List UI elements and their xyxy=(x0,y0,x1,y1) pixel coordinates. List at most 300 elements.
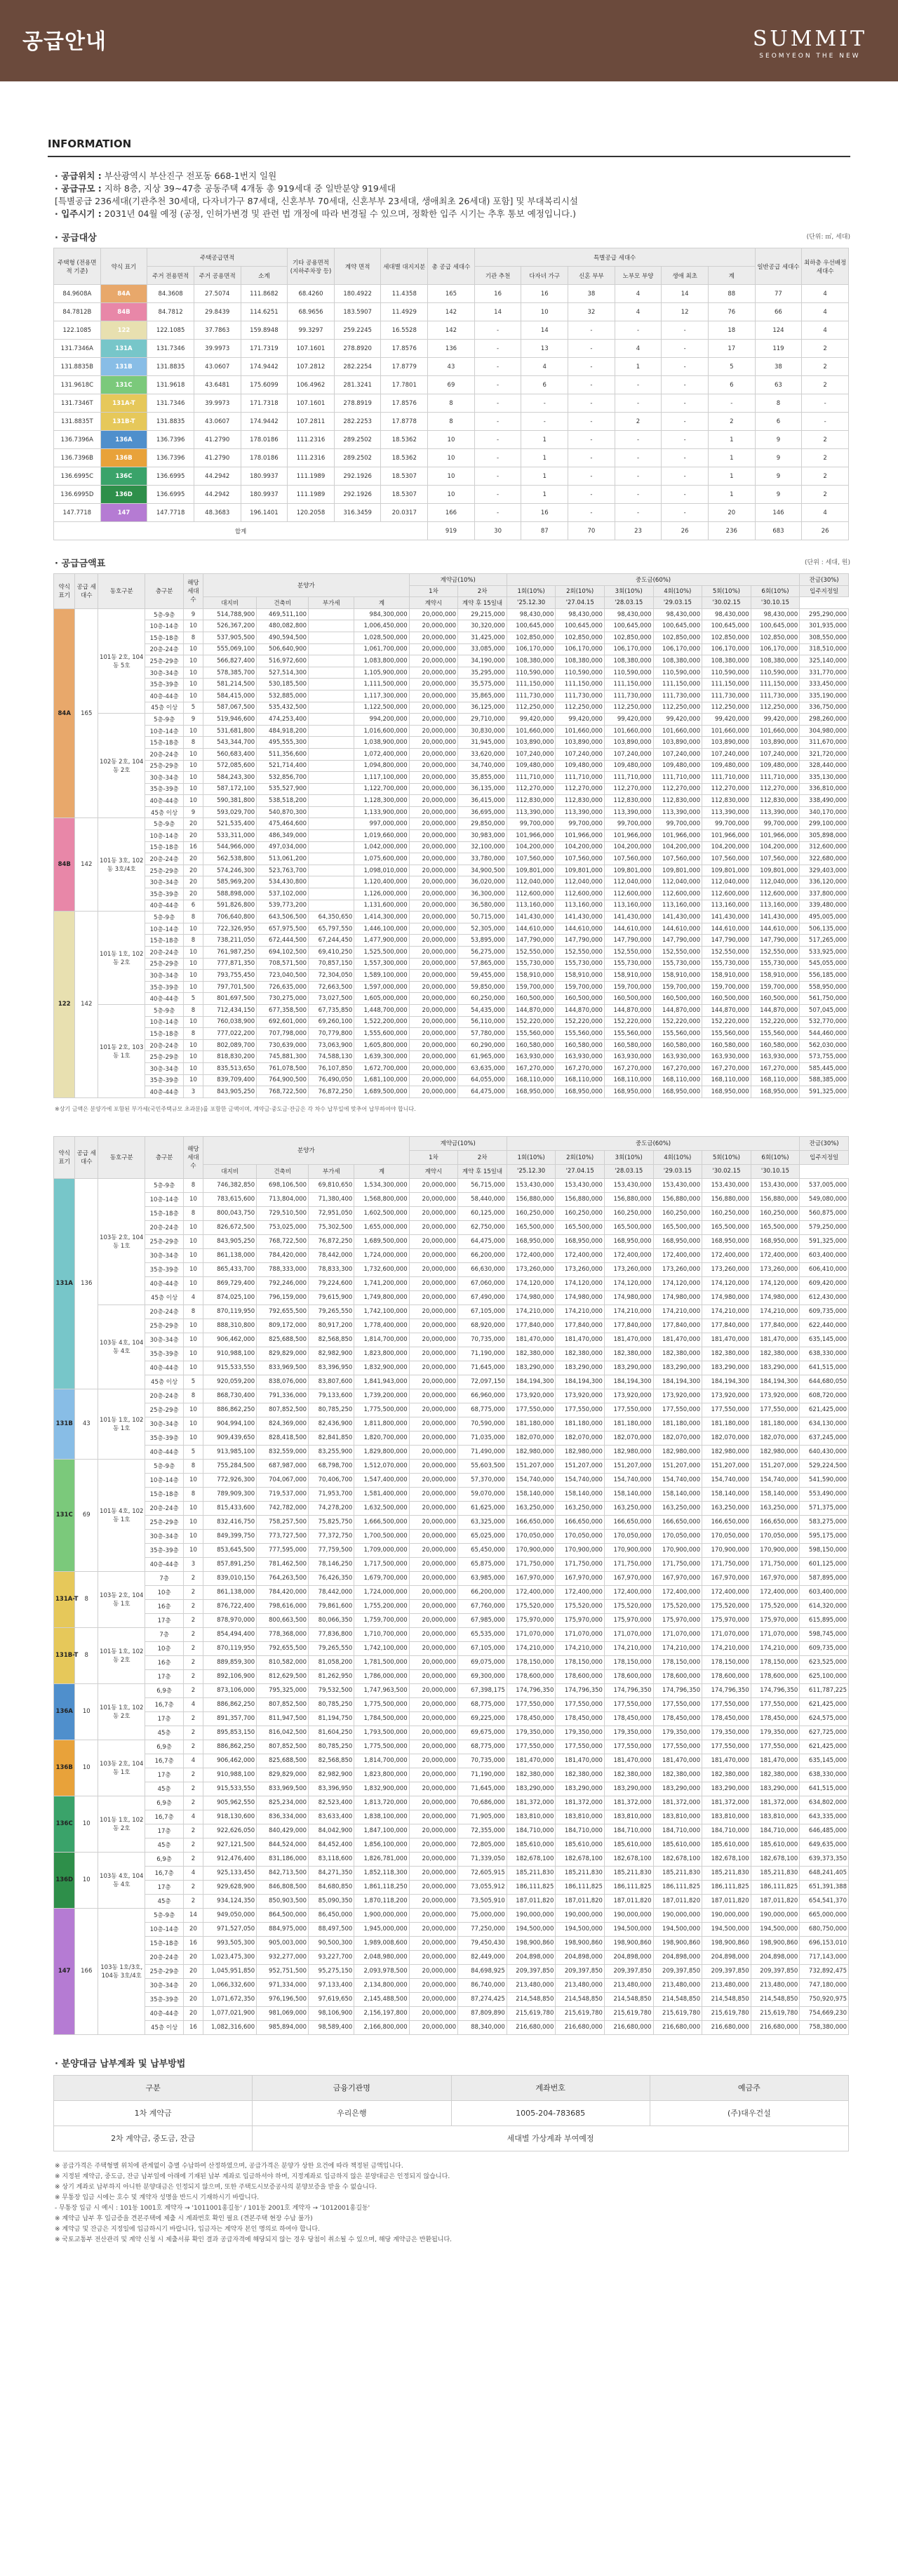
table-cell: 8 xyxy=(183,912,203,923)
table-cell: 571,375,000 xyxy=(800,1501,849,1515)
table-cell: 289.2502 xyxy=(334,449,381,467)
table-cell: 1,534,300,000 xyxy=(354,1178,409,1192)
column-header: 잔금(30%) xyxy=(800,574,849,586)
table-cell: 8 xyxy=(183,1487,203,1501)
table-cell: 16 xyxy=(521,285,568,303)
table-cell: 60,125,000 xyxy=(458,1206,507,1220)
table-cell: 165,500,000 xyxy=(702,1220,751,1234)
table-cell: 76,426,350 xyxy=(309,1571,354,1585)
table-cell: 308,550,000 xyxy=(800,632,849,643)
dong-label: 103동 2호, 104동 1호 xyxy=(98,1740,145,1796)
table-row xyxy=(54,1290,849,1304)
table-row xyxy=(54,1417,849,1431)
table-cell: - xyxy=(662,376,709,394)
table-cell: 17층 xyxy=(145,1824,183,1838)
table-cell: 112,270,000 xyxy=(507,783,556,795)
table-cell: 807,852,500 xyxy=(257,1697,309,1711)
table-cell: 84,271,350 xyxy=(309,1866,354,1880)
table-cell: 312,600,000 xyxy=(800,841,849,853)
dong-label: 103동 4호, 104동 4호 xyxy=(98,1304,145,1389)
table-cell: 41.2790 xyxy=(194,449,241,467)
table-cell: 177,550,000 xyxy=(507,1740,556,1754)
table-cell: 1,038,900,000 xyxy=(354,737,409,749)
table-cell xyxy=(309,725,354,737)
footnote-line: ※ 계약금 및 잔금은 지정일에 입금하시기 바랍니다, 입금자는 계약자 본인 명의로 하여야 합니다. xyxy=(55,2225,320,2233)
column-header: 분양가 xyxy=(203,574,410,597)
table-cell: 160,250,000 xyxy=(751,1206,800,1220)
table-cell: 183,810,000 xyxy=(507,1810,556,1824)
table-cell: 177,550,000 xyxy=(507,1697,556,1711)
table-cell: 17층 xyxy=(145,1613,183,1627)
table-cell: 103,890,000 xyxy=(702,737,751,749)
table-row xyxy=(54,1585,849,1599)
table-cell: 20,000,000 xyxy=(409,1389,458,1403)
table-cell: 20,000,000 xyxy=(409,1908,458,1922)
table-cell: 824,369,000 xyxy=(257,1417,309,1431)
table-cell: 15층-18층 xyxy=(145,1206,183,1220)
table-cell: 144,870,000 xyxy=(702,1004,751,1016)
table-cell: 20,000,000 xyxy=(409,1206,458,1220)
table-cell xyxy=(309,806,354,818)
table-cell: 113,390,000 xyxy=(653,806,702,818)
dong-label: 101동 1호, 102동 2호 xyxy=(98,912,145,1005)
table-cell: 1,061,700,000 xyxy=(354,643,409,655)
table-cell: 1,709,000,000 xyxy=(354,1543,409,1557)
table-cell: 556,185,000 xyxy=(800,970,849,982)
table-cell: 172,400,000 xyxy=(653,1585,702,1599)
table-row xyxy=(54,1711,849,1726)
table-cell: 20,000,000 xyxy=(409,830,458,842)
table-cell: 20,000,000 xyxy=(409,1768,458,1782)
table-cell: 153,430,000 xyxy=(751,1178,800,1192)
table-cell: 74,278,200 xyxy=(309,1501,354,1515)
table-row xyxy=(54,1473,849,1487)
table-cell: 5층-9층 xyxy=(145,1004,183,1016)
table-cell xyxy=(309,900,354,912)
table-cell: 178,150,000 xyxy=(751,1655,800,1669)
table-cell: - xyxy=(568,504,615,522)
table-cell: 194,500,000 xyxy=(507,1922,556,1936)
table-cell: 6 xyxy=(755,413,802,431)
table-cell: 839,709,400 xyxy=(203,1074,257,1086)
column-header: '30.10.15 xyxy=(751,1164,800,1178)
table-cell: 835,513,650 xyxy=(203,1062,257,1074)
table-cell: 10 xyxy=(183,1234,203,1248)
table-cell xyxy=(309,888,354,900)
table-cell: 178,600,000 xyxy=(702,1669,751,1683)
table-cell: 65,450,000 xyxy=(458,1543,507,1557)
table-cell: 2 xyxy=(183,1852,203,1866)
table-cell: 158,910,000 xyxy=(702,970,751,982)
table-cell: 35층-39층 xyxy=(145,1262,183,1276)
table-cell: 788,333,000 xyxy=(257,1262,309,1276)
table-cell: 997,000,000 xyxy=(354,818,409,830)
table-cell: 183,290,000 xyxy=(604,1361,653,1375)
table-cell: 215,619,780 xyxy=(556,2006,605,2020)
table-cell: 8 xyxy=(428,394,475,413)
table-cell xyxy=(309,690,354,702)
table-cell: 20,000,000 xyxy=(409,1039,458,1051)
total-cell: 87 xyxy=(521,522,568,540)
table-cell: 1,832,900,000 xyxy=(354,1361,409,1375)
table-cell: 10 xyxy=(183,1062,203,1074)
table-cell: 588,898,000 xyxy=(203,888,257,900)
table-cell: 158,140,000 xyxy=(653,1487,702,1501)
table-cell: 35,575,000 xyxy=(458,679,507,690)
table-cell: 112,270,000 xyxy=(653,783,702,795)
table-cell: 158,910,000 xyxy=(556,970,605,982)
table-cell: 4 xyxy=(802,321,849,340)
table-cell: 168,950,000 xyxy=(604,1234,653,1248)
column-header: 부가세 xyxy=(309,597,354,609)
column-header: 세대별 대지지분 xyxy=(381,248,428,285)
table-cell: 768,722,500 xyxy=(257,1234,309,1248)
table-row xyxy=(54,358,849,376)
table-cell: 1,568,800,000 xyxy=(354,1192,409,1206)
table-cell: 10 xyxy=(183,1403,203,1417)
table-row xyxy=(54,504,849,522)
column-header: 해당 세대수 xyxy=(183,574,203,609)
table-cell: 77,250,000 xyxy=(458,1922,507,1936)
table-cell: 103,890,000 xyxy=(556,737,605,749)
table-cell: 111,710,000 xyxy=(702,772,751,784)
table-cell: 31,425,000 xyxy=(458,632,507,643)
table-cell: 20 xyxy=(183,1992,203,2006)
table-cell: 98,589,400 xyxy=(309,2020,354,2034)
table-cell: 182,678,100 xyxy=(653,1852,702,1866)
table-cell: 144,870,000 xyxy=(507,1004,556,1016)
table-cell: 595,175,000 xyxy=(800,1529,849,1543)
table-cell: 159,700,000 xyxy=(604,981,653,993)
table-cell: 81,604,250 xyxy=(309,1726,354,1740)
table-cell: 850,903,500 xyxy=(257,1894,309,1908)
table-cell: 98,430,000 xyxy=(556,608,605,620)
table-cell: 20,000,000 xyxy=(409,853,458,865)
dong-label: 101동 1호, 102동 2호 xyxy=(98,1683,145,1740)
table-cell: 884,975,000 xyxy=(257,1922,309,1936)
table-cell: 186,111,825 xyxy=(604,1880,653,1894)
table-cell: 151,207,000 xyxy=(556,1459,605,1473)
table-cell: 167,970,000 xyxy=(604,1571,653,1585)
table-cell: 761,078,500 xyxy=(257,1062,309,1074)
table-cell: 185,610,000 xyxy=(751,1838,800,1852)
table-cell: 178,450,000 xyxy=(653,1711,702,1726)
table-cell: 111,150,000 xyxy=(604,679,653,690)
table-cell: - xyxy=(662,321,709,340)
table-cell: 7층 xyxy=(145,1571,183,1585)
table-cell: 214,548,850 xyxy=(751,1992,800,2006)
table-cell: 9 xyxy=(183,608,203,620)
table-cell: 20,000,000 xyxy=(409,1641,458,1655)
table-cell: 560,875,000 xyxy=(800,1206,849,1220)
table-row xyxy=(54,285,849,303)
table-cell: 84.7812B xyxy=(54,303,101,321)
table-cell: 338,490,000 xyxy=(800,795,849,807)
table-cell: 167,270,000 xyxy=(751,1062,800,1074)
table-cell: 182,070,000 xyxy=(556,1431,605,1445)
table-cell: 56,275,000 xyxy=(458,947,507,959)
table-cell: 537,905,500 xyxy=(203,632,257,643)
table-cell: 74,588,130 xyxy=(309,1051,354,1063)
table-row xyxy=(54,1655,849,1669)
column-header: '28.03.15 xyxy=(604,1164,653,1178)
total-cell: 236 xyxy=(708,522,755,540)
table-cell: 178.0186 xyxy=(241,431,288,449)
table-cell: 136.7396 xyxy=(147,431,194,449)
table-cell: 174,980,000 xyxy=(556,1290,605,1304)
table-cell: 1,120,400,000 xyxy=(354,876,409,888)
table-cell: 180.9937 xyxy=(241,467,288,486)
table-cell: 5층-9층 xyxy=(145,912,183,923)
table-cell: 147.7718 xyxy=(147,504,194,522)
table-row xyxy=(54,1086,849,1098)
table-cell: 7층 xyxy=(145,1627,183,1641)
table-cell: 173,920,000 xyxy=(653,1389,702,1403)
table-cell: 98,430,000 xyxy=(507,608,556,620)
table-cell: 67,735,850 xyxy=(309,1004,354,1016)
table-cell: 1,082,316,600 xyxy=(203,2020,257,2034)
table-cell: 768,722,500 xyxy=(257,1086,309,1098)
table-cell: 174,120,000 xyxy=(702,1276,751,1290)
table-cell: 172,400,000 xyxy=(702,1248,751,1262)
table-cell: 56,110,000 xyxy=(458,1016,507,1028)
table-cell: 112,600,000 xyxy=(507,888,556,900)
table-cell: 335,190,000 xyxy=(800,690,849,702)
table-cell: 170,900,000 xyxy=(751,1543,800,1557)
table-row xyxy=(54,1740,849,1754)
table-cell: 101,966,000 xyxy=(556,830,605,842)
table-row xyxy=(54,841,849,853)
table-cell: 566,827,400 xyxy=(203,655,257,667)
table-cell: 112,040,000 xyxy=(604,876,653,888)
table-cell: 316.3459 xyxy=(334,504,381,522)
table-cell: 177,550,000 xyxy=(604,1403,653,1417)
table-cell: 35층-39층 xyxy=(145,679,183,690)
table-cell: 738,211,050 xyxy=(203,935,257,947)
table-cell: 119 xyxy=(755,340,802,358)
table-cell: 574,246,300 xyxy=(203,865,257,876)
table-cell: 20,000,000 xyxy=(409,1417,458,1431)
table-cell: 214,548,850 xyxy=(702,1992,751,2006)
table-cell: 4 xyxy=(183,1697,203,1711)
table-cell: 1,098,010,000 xyxy=(354,865,409,876)
table-cell: 854,494,400 xyxy=(203,1627,257,1641)
table-cell: 160,580,000 xyxy=(751,1039,800,1051)
table-cell: 73,063,900 xyxy=(309,1039,354,1051)
column-header: 계약시 xyxy=(409,1164,458,1178)
table-cell: 561,750,000 xyxy=(800,993,849,1005)
table-cell: 17.7801 xyxy=(381,376,428,394)
table-cell: 112,040,000 xyxy=(556,876,605,888)
table-cell: 163,250,000 xyxy=(702,1501,751,1515)
table-cell: 826,672,500 xyxy=(203,1220,257,1234)
table-cell: 10 xyxy=(183,1039,203,1051)
table-cell: 174,210,000 xyxy=(556,1641,605,1655)
table-cell: 20,000,000 xyxy=(409,1543,458,1557)
table-cell: 124 xyxy=(755,321,802,340)
table-cell: 10 xyxy=(183,725,203,737)
table-cell: 184,710,000 xyxy=(556,1824,605,1838)
table-cell: 84.3608 xyxy=(147,285,194,303)
table-cell: 20,000,000 xyxy=(409,690,458,702)
table-cell: 173,920,000 xyxy=(507,1389,556,1403)
table-cell: 177,550,000 xyxy=(702,1740,751,1754)
table-cell: 20 xyxy=(183,1978,203,1992)
table-cell: 1,710,700,000 xyxy=(354,1627,409,1641)
column-header: 동호구분 xyxy=(98,1136,145,1178)
table-cell: 29,710,000 xyxy=(458,714,507,726)
table-cell: 168,950,000 xyxy=(702,1086,751,1098)
table-cell xyxy=(309,772,354,784)
table-cell: - xyxy=(615,321,662,340)
table-row xyxy=(54,2006,849,2020)
table-cell: 949,050,000 xyxy=(203,1908,257,1922)
table-cell: 110,590,000 xyxy=(751,667,800,679)
table-cell: 1,786,000,000 xyxy=(354,1669,409,1683)
table-cell: 209,397,850 xyxy=(702,1964,751,1978)
table-cell: 17층 xyxy=(145,1768,183,1782)
table-row xyxy=(54,993,849,1005)
table-cell: 17.8779 xyxy=(381,358,428,376)
table-cell: - xyxy=(615,394,662,413)
table-cell: 187,011,820 xyxy=(751,1894,800,1908)
table-cell: - xyxy=(615,467,662,486)
table-cell: 99,700,000 xyxy=(653,818,702,830)
table-cell: 181,180,000 xyxy=(507,1417,556,1431)
table-cell: 151,207,000 xyxy=(507,1459,556,1473)
table-cell: 172,400,000 xyxy=(751,1248,800,1262)
table-cell: 147,790,000 xyxy=(751,935,800,947)
table-cell: 10 xyxy=(183,655,203,667)
table-cell: 174,210,000 xyxy=(556,1304,605,1319)
table-row xyxy=(54,1571,849,1585)
table-cell: 99,700,000 xyxy=(751,818,800,830)
table-cell: 106,170,000 xyxy=(702,643,751,655)
table-cell: 198,900,860 xyxy=(556,1936,605,1950)
table-cell: 153,430,000 xyxy=(556,1178,605,1192)
table-cell: 185,211,830 xyxy=(702,1866,751,1880)
table-cell: 10 xyxy=(183,981,203,993)
table-cell: 1,826,781,000 xyxy=(354,1852,409,1866)
table-cell: 641,515,000 xyxy=(800,1782,849,1796)
table-cell: 158,910,000 xyxy=(653,970,702,982)
table-cell: 40층-44층 xyxy=(145,690,183,702)
table-cell: 816,042,500 xyxy=(257,1726,309,1740)
table-cell: 2 xyxy=(802,486,849,504)
table-cell: 888,310,800 xyxy=(203,1319,257,1333)
table-cell: 1,028,500,000 xyxy=(354,632,409,643)
table-cell: 797,701,500 xyxy=(203,981,257,993)
table-cell: 83,396,950 xyxy=(309,1782,354,1796)
table-cell: 112,600,000 xyxy=(702,888,751,900)
table-row xyxy=(54,1361,849,1375)
table-cell: 17.8576 xyxy=(381,394,428,413)
table-cell: 144,870,000 xyxy=(653,1004,702,1016)
table-cell: 43 xyxy=(428,358,475,376)
table-cell: 560,683,400 xyxy=(203,748,257,760)
column-header: '25.12.30 xyxy=(507,1164,556,1178)
table-cell: 102,850,000 xyxy=(507,632,556,643)
table-cell: 2 xyxy=(183,1894,203,1908)
table-cell: 108,380,000 xyxy=(604,655,653,667)
table-cell: 638,330,000 xyxy=(800,1768,849,1782)
table-cell: 131.8835 xyxy=(147,358,194,376)
table-cell: 278.8919 xyxy=(334,394,381,413)
table-cell: 204,898,000 xyxy=(653,1950,702,1964)
table-cell: 66,960,000 xyxy=(458,1389,507,1403)
table-cell: 62,750,000 xyxy=(458,1220,507,1234)
table-cell: 20,000,000 xyxy=(409,2020,458,2034)
table-cell: 97,133,400 xyxy=(309,1978,354,1992)
table-cell: 20,000,000 xyxy=(409,806,458,818)
table-cell: 4 xyxy=(802,303,849,321)
table-cell: 82,568,850 xyxy=(309,1754,354,1768)
table-cell: 59,455,000 xyxy=(458,970,507,982)
table-cell: 1,105,900,000 xyxy=(354,667,409,679)
table-cell: 1,841,943,000 xyxy=(354,1375,409,1389)
table-cell: 181,470,000 xyxy=(702,1333,751,1347)
table-cell: 183,810,000 xyxy=(604,1810,653,1824)
table-cell: 298,260,000 xyxy=(800,714,849,726)
table-cell: 20 xyxy=(183,876,203,888)
table-cell: 621,425,000 xyxy=(800,1740,849,1754)
type-badge: 84A xyxy=(54,608,75,818)
table-cell: 810,582,000 xyxy=(257,1655,309,1669)
table-cell: 1,689,500,000 xyxy=(354,1086,409,1098)
table-cell: 181,470,000 xyxy=(556,1333,605,1347)
table-cell: 640,430,000 xyxy=(800,1445,849,1459)
table-cell: 209,397,850 xyxy=(507,1964,556,1978)
table-cell: 152,220,000 xyxy=(556,1016,605,1028)
table-cell: 177,550,000 xyxy=(653,1740,702,1754)
table-cell: 802,089,700 xyxy=(203,1039,257,1051)
table-cell: 2 xyxy=(183,1683,203,1697)
table-row xyxy=(54,772,849,784)
table-cell: 10 xyxy=(183,947,203,959)
table-cell xyxy=(309,737,354,749)
table-cell: 209,397,850 xyxy=(604,1964,653,1978)
table-cell: 154,740,000 xyxy=(653,1473,702,1487)
table-row xyxy=(54,667,849,679)
footnotes xyxy=(55,2161,898,2245)
brand-name: SUMMIT xyxy=(752,27,867,51)
table-cell: 86,450,000 xyxy=(309,1908,354,1922)
table-cell: 20 xyxy=(183,1964,203,1978)
table-cell: 742,782,000 xyxy=(257,1501,309,1515)
table-cell: 209,397,850 xyxy=(556,1964,605,1978)
table-cell: 112,600,000 xyxy=(751,888,800,900)
table-cell: 475,464,600 xyxy=(257,818,309,830)
table-cell: 593,029,700 xyxy=(203,806,257,818)
table-cell: 178,600,000 xyxy=(604,1669,653,1683)
table-cell: 1,414,300,000 xyxy=(354,912,409,923)
table-cell: 79,450,430 xyxy=(458,1936,507,1950)
table-cell: 20,000,000 xyxy=(409,1248,458,1262)
table-cell: 4 xyxy=(183,1754,203,1768)
table-cell: 142 xyxy=(428,321,475,340)
table-cell: 111,730,000 xyxy=(751,690,800,702)
table-cell: 75,000,000 xyxy=(458,1908,507,1922)
table-cell: 15층-18층 xyxy=(145,1936,183,1950)
table-cell: 609,735,000 xyxy=(800,1641,849,1655)
table-cell: 853,645,500 xyxy=(203,1543,257,1557)
table-cell: 20,000,000 xyxy=(409,1333,458,1347)
table-cell: 144,610,000 xyxy=(702,923,751,935)
column-header: 주거 공용면적 xyxy=(194,267,241,285)
table-cell: 15층-18층 xyxy=(145,935,183,947)
table-cell: 163,930,000 xyxy=(702,1051,751,1063)
table-cell: 79,265,550 xyxy=(309,1304,354,1319)
